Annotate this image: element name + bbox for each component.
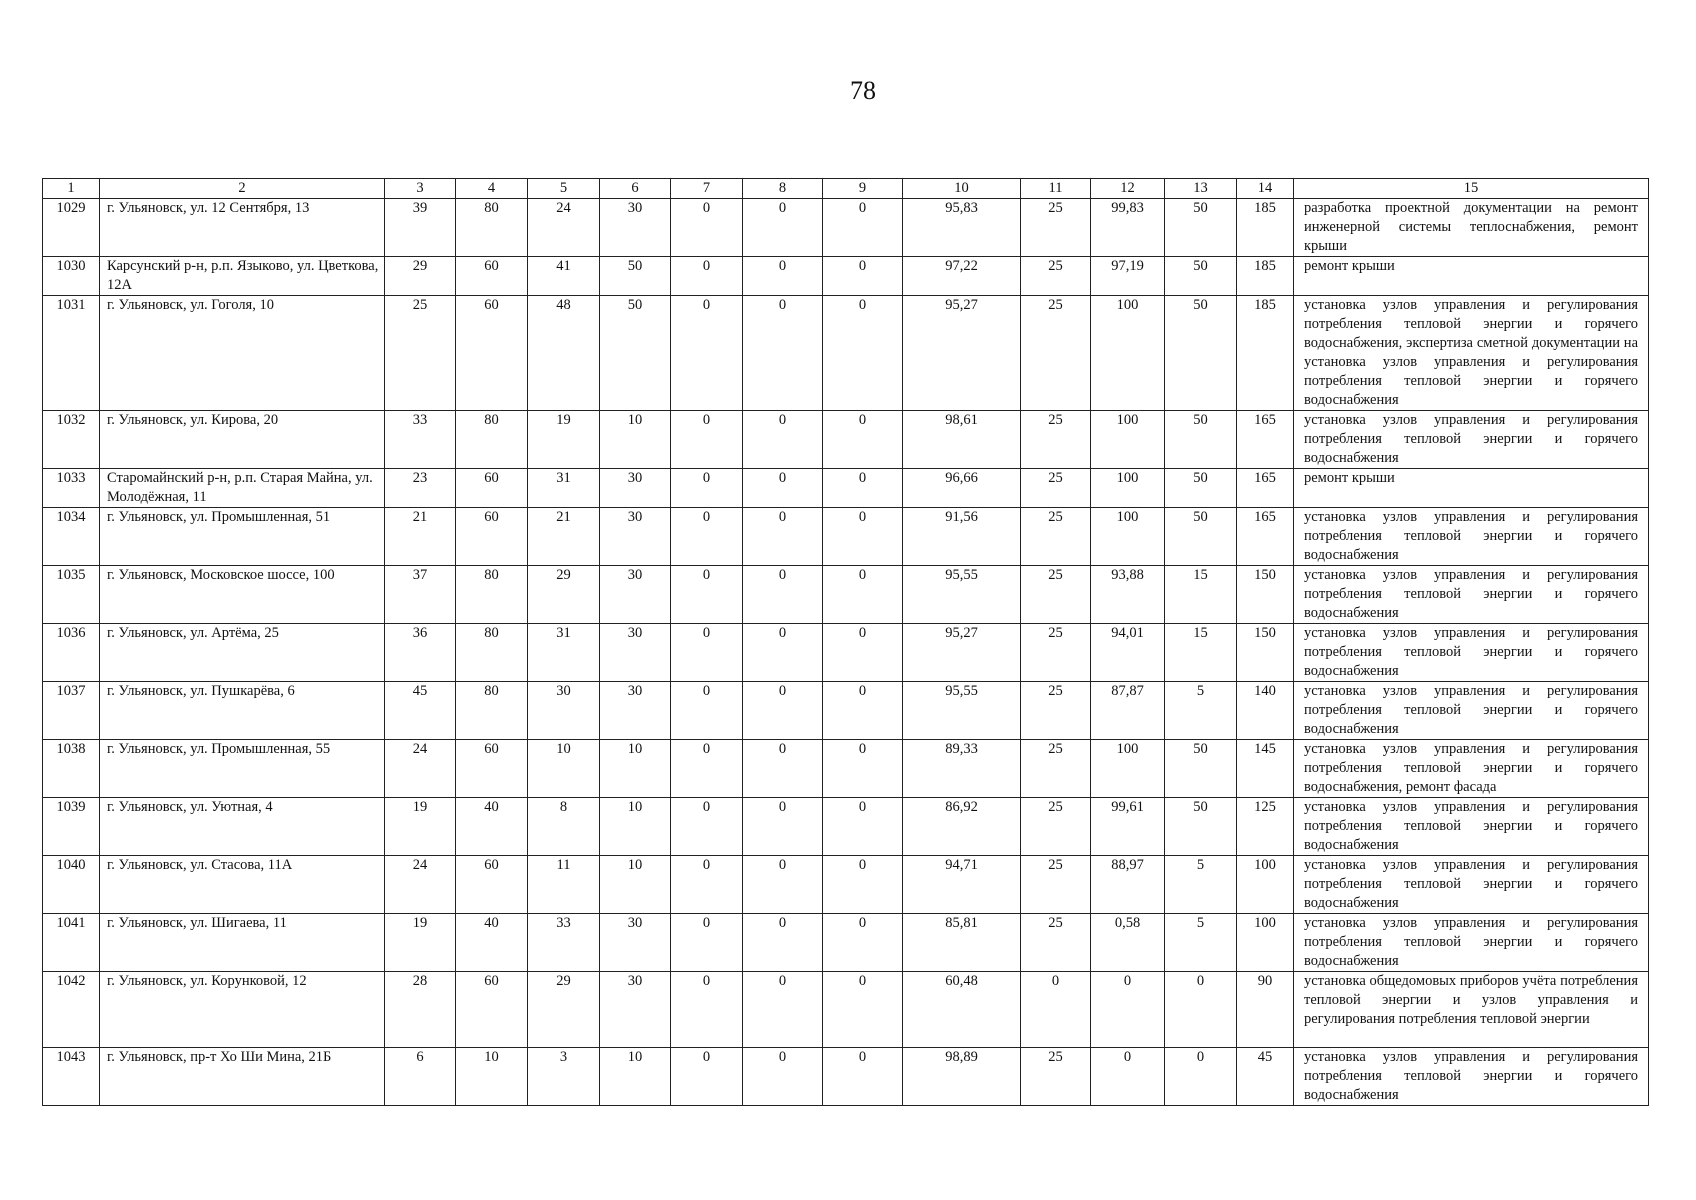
cell-value: 95,27	[903, 624, 1021, 682]
table-row	[43, 566, 1649, 624]
cell-value: 60	[456, 469, 528, 508]
cell-value: 50	[1165, 798, 1237, 856]
cell-value: 60	[456, 972, 528, 1048]
cell-value: 100	[1091, 740, 1165, 798]
column-header-7: 7	[671, 179, 743, 199]
cell-value: 94,71	[903, 856, 1021, 914]
column-header-11: 11	[1021, 179, 1091, 199]
cell-value: 0	[823, 1048, 903, 1106]
cell-value: 21	[528, 508, 600, 566]
cell-value: 15	[1165, 624, 1237, 682]
cell-value: 50	[600, 296, 671, 411]
cell-value: 3	[528, 1048, 600, 1106]
cell-value: 185	[1237, 296, 1294, 411]
table-row	[43, 914, 1649, 972]
table-row	[43, 508, 1649, 566]
address-cell: г. Ульяновск, ул. Кирова, 20	[100, 411, 385, 469]
work-description-cell: установка узлов управления и регулирования потребления тепловой энергии и горячего водоснабжения	[1294, 566, 1649, 624]
cell-value: 0	[743, 508, 823, 566]
address-cell: г. Ульяновск, ул. 12 Сентября, 13	[100, 199, 385, 257]
cell-value: 80	[456, 566, 528, 624]
cell-value: 165	[1237, 411, 1294, 469]
cell-value: 50	[1165, 740, 1237, 798]
cell-value: 50	[1165, 257, 1237, 296]
row-number: 1036	[43, 624, 100, 682]
cell-value: 0	[1091, 972, 1165, 1048]
address-cell: г. Ульяновск, ул. Шигаева, 11	[100, 914, 385, 972]
cell-value: 0	[743, 798, 823, 856]
cell-value: 25	[1021, 469, 1091, 508]
cell-value: 24	[528, 199, 600, 257]
column-header-1: 1	[43, 179, 100, 199]
table-row	[43, 972, 1649, 1048]
cell-value: 41	[528, 257, 600, 296]
work-description-cell: установка узлов управления и регулирования потребления тепловой энергии и горячего водоснабжения	[1294, 798, 1649, 856]
cell-value: 30	[600, 682, 671, 740]
cell-value: 8	[528, 798, 600, 856]
row-number: 1038	[43, 740, 100, 798]
row-number: 1040	[43, 856, 100, 914]
cell-value: 10	[600, 1048, 671, 1106]
cell-value: 80	[456, 624, 528, 682]
work-description-cell: установка узлов управления и регулирования потребления тепловой энергии и горячего водоснабжения	[1294, 856, 1649, 914]
column-header-2: 2	[100, 179, 385, 199]
cell-value: 100	[1091, 508, 1165, 566]
row-number: 1041	[43, 914, 100, 972]
cell-value: 0	[743, 624, 823, 682]
cell-value: 95,55	[903, 682, 1021, 740]
cell-value: 60	[456, 296, 528, 411]
address-cell: Старомайнский р-н, р.п. Старая Майна, ул. Молодёжная, 11	[100, 469, 385, 508]
cell-value: 45	[1237, 1048, 1294, 1106]
row-number: 1042	[43, 972, 100, 1048]
cell-value: 80	[456, 411, 528, 469]
cell-value: 50	[1165, 508, 1237, 566]
cell-value: 10	[600, 856, 671, 914]
cell-value: 0	[671, 972, 743, 1048]
cell-value: 0	[1021, 972, 1091, 1048]
cell-value: 19	[385, 914, 456, 972]
cell-value: 165	[1237, 469, 1294, 508]
cell-value: 0	[743, 566, 823, 624]
cell-value: 24	[385, 856, 456, 914]
cell-value: 50	[1165, 199, 1237, 257]
cell-value: 0	[743, 257, 823, 296]
cell-value: 25	[1021, 740, 1091, 798]
cell-value: 0	[671, 469, 743, 508]
table-row	[43, 411, 1649, 469]
cell-value: 11	[528, 856, 600, 914]
data-table	[42, 178, 1649, 1106]
cell-value: 0	[823, 411, 903, 469]
page-number: 78	[850, 76, 876, 105]
cell-value: 0	[743, 740, 823, 798]
cell-value: 80	[456, 199, 528, 257]
cell-value: 0	[1091, 1048, 1165, 1106]
cell-value: 185	[1237, 199, 1294, 257]
work-description-cell: ремонт крыши	[1294, 257, 1649, 296]
address-cell: г. Ульяновск, ул. Уютная, 4	[100, 798, 385, 856]
cell-value: 25	[1021, 296, 1091, 411]
row-number: 1033	[43, 469, 100, 508]
work-description-cell: установка узлов управления и регулирования потребления тепловой энергии и горячего водоснабжения	[1294, 1048, 1649, 1106]
cell-value: 10	[600, 740, 671, 798]
cell-value: 0	[743, 1048, 823, 1106]
cell-value: 23	[385, 469, 456, 508]
table-row	[43, 682, 1649, 740]
cell-value: 0	[671, 682, 743, 740]
address-cell: г. Ульяновск, пр-т Хо Ши Мина, 21Б	[100, 1048, 385, 1106]
cell-value: 100	[1237, 914, 1294, 972]
cell-value: 100	[1091, 469, 1165, 508]
cell-value: 31	[528, 469, 600, 508]
cell-value: 60,48	[903, 972, 1021, 1048]
cell-value: 25	[1021, 411, 1091, 469]
cell-value: 60	[456, 740, 528, 798]
cell-value: 30	[528, 682, 600, 740]
column-header-12: 12	[1091, 179, 1165, 199]
cell-value: 25	[1021, 682, 1091, 740]
cell-value: 85,81	[903, 914, 1021, 972]
cell-value: 30	[600, 566, 671, 624]
column-header-15: 15	[1294, 179, 1649, 199]
cell-value: 0	[823, 624, 903, 682]
cell-value: 10	[600, 411, 671, 469]
cell-value: 50	[1165, 296, 1237, 411]
row-number: 1034	[43, 508, 100, 566]
cell-value: 36	[385, 624, 456, 682]
cell-value: 95,27	[903, 296, 1021, 411]
cell-value: 0	[671, 1048, 743, 1106]
cell-value: 0	[823, 257, 903, 296]
cell-value: 0	[823, 508, 903, 566]
cell-value: 33	[528, 914, 600, 972]
cell-value: 140	[1237, 682, 1294, 740]
header-row	[43, 179, 1649, 199]
cell-value: 0	[671, 624, 743, 682]
cell-value: 0	[823, 914, 903, 972]
table-body	[43, 199, 1649, 1106]
cell-value: 30	[600, 199, 671, 257]
cell-value: 91,56	[903, 508, 1021, 566]
address-cell: г. Ульяновск, ул. Корунковой, 12	[100, 972, 385, 1048]
address-cell: г. Ульяновск, ул. Промышленная, 55	[100, 740, 385, 798]
cell-value: 60	[456, 856, 528, 914]
cell-value: 5	[1165, 682, 1237, 740]
cell-value: 25	[1021, 914, 1091, 972]
table-row	[43, 856, 1649, 914]
row-number: 1039	[43, 798, 100, 856]
cell-value: 30	[600, 914, 671, 972]
cell-value: 29	[528, 566, 600, 624]
cell-value: 39	[385, 199, 456, 257]
cell-value: 29	[385, 257, 456, 296]
cell-value: 0	[743, 972, 823, 1048]
column-header-9: 9	[823, 179, 903, 199]
cell-value: 90	[1237, 972, 1294, 1048]
column-header-5: 5	[528, 179, 600, 199]
table-row	[43, 798, 1649, 856]
cell-value: 165	[1237, 508, 1294, 566]
cell-value: 0	[743, 682, 823, 740]
cell-value: 0	[671, 411, 743, 469]
address-cell: г. Ульяновск, ул. Артёма, 25	[100, 624, 385, 682]
column-header-4: 4	[456, 179, 528, 199]
work-description-cell: установка узлов управления и регулирования потребления тепловой энергии и горячего водоснабжения	[1294, 508, 1649, 566]
cell-value: 0	[671, 914, 743, 972]
cell-value: 99,83	[1091, 199, 1165, 257]
table-row	[43, 296, 1649, 411]
row-number: 1030	[43, 257, 100, 296]
cell-value: 0	[743, 856, 823, 914]
cell-value: 45	[385, 682, 456, 740]
cell-value: 0	[671, 508, 743, 566]
cell-value: 150	[1237, 624, 1294, 682]
cell-value: 10	[456, 1048, 528, 1106]
cell-value: 60	[456, 508, 528, 566]
cell-value: 96,66	[903, 469, 1021, 508]
cell-value: 0	[1165, 1048, 1237, 1106]
address-cell: г. Ульяновск, ул. Стасова, 11А	[100, 856, 385, 914]
cell-value: 25	[1021, 508, 1091, 566]
cell-value: 25	[1021, 566, 1091, 624]
cell-value: 97,19	[1091, 257, 1165, 296]
cell-value: 25	[1021, 257, 1091, 296]
cell-value: 40	[456, 798, 528, 856]
row-number: 1037	[43, 682, 100, 740]
cell-value: 0	[671, 566, 743, 624]
cell-value: 0	[823, 972, 903, 1048]
table-row	[43, 740, 1649, 798]
cell-value: 100	[1091, 411, 1165, 469]
column-header-13: 13	[1165, 179, 1237, 199]
cell-value: 19	[528, 411, 600, 469]
cell-value: 0	[823, 798, 903, 856]
column-header-3: 3	[385, 179, 456, 199]
cell-value: 0	[671, 296, 743, 411]
cell-value: 0	[1165, 972, 1237, 1048]
cell-value: 150	[1237, 566, 1294, 624]
cell-value: 125	[1237, 798, 1294, 856]
cell-value: 0	[671, 740, 743, 798]
cell-value: 6	[385, 1048, 456, 1106]
cell-value: 30	[600, 469, 671, 508]
work-description-cell: установка общедомовых приборов учёта потребления тепловой энергии и узлов управления и регулирования потребления тепловой энергии	[1294, 972, 1649, 1048]
cell-value: 25	[385, 296, 456, 411]
cell-value: 31	[528, 624, 600, 682]
cell-value: 0	[823, 199, 903, 257]
column-header-14: 14	[1237, 179, 1294, 199]
address-cell: Карсунский р-н, р.п. Языково, ул. Цветкова, 12А	[100, 257, 385, 296]
cell-value: 60	[456, 257, 528, 296]
cell-value: 0	[823, 856, 903, 914]
row-number: 1029	[43, 199, 100, 257]
address-cell: г. Ульяновск, Московское шоссе, 100	[100, 566, 385, 624]
table-row	[43, 624, 1649, 682]
cell-value: 100	[1091, 296, 1165, 411]
cell-value: 89,33	[903, 740, 1021, 798]
cell-value: 0	[671, 257, 743, 296]
cell-value: 30	[600, 624, 671, 682]
cell-value: 24	[385, 740, 456, 798]
cell-value: 50	[1165, 469, 1237, 508]
row-number: 1031	[43, 296, 100, 411]
column-header-8: 8	[743, 179, 823, 199]
work-description-cell: установка узлов управления и регулирования потребления тепловой энергии и горячего водоснабжения	[1294, 914, 1649, 972]
cell-value: 10	[600, 798, 671, 856]
cell-value: 21	[385, 508, 456, 566]
cell-value: 37	[385, 566, 456, 624]
work-description-cell: установка узлов управления и регулирования потребления тепловой энергии и горячего водоснабжения	[1294, 411, 1649, 469]
cell-value: 0	[823, 469, 903, 508]
cell-value: 145	[1237, 740, 1294, 798]
cell-value: 0	[823, 296, 903, 411]
cell-value: 0	[671, 199, 743, 257]
cell-value: 98,89	[903, 1048, 1021, 1106]
cell-value: 86,92	[903, 798, 1021, 856]
cell-value: 94,01	[1091, 624, 1165, 682]
column-header-10: 10	[903, 179, 1021, 199]
cell-value: 0	[743, 411, 823, 469]
cell-value: 0,58	[1091, 914, 1165, 972]
cell-value: 48	[528, 296, 600, 411]
address-cell: г. Ульяновск, ул. Промышленная, 51	[100, 508, 385, 566]
cell-value: 50	[600, 257, 671, 296]
work-description-cell: разработка проектной документации на ремонт инженерной системы теплоснабжения, ремонт крыши	[1294, 199, 1649, 257]
cell-value: 0	[743, 199, 823, 257]
table-row	[43, 199, 1649, 257]
table-row	[43, 1048, 1649, 1106]
cell-value: 100	[1237, 856, 1294, 914]
cell-value: 40	[456, 914, 528, 972]
cell-value: 5	[1165, 856, 1237, 914]
cell-value: 29	[528, 972, 600, 1048]
cell-value: 95,55	[903, 566, 1021, 624]
cell-value: 0	[671, 856, 743, 914]
work-description-cell: установка узлов управления и регулирования потребления тепловой энергии и горячего водоснабжения, экспертиза сметной документации на установка узлов управления и регулирования потребления тепловой энергии и горячего водоснабжения	[1294, 296, 1649, 411]
cell-value: 0	[743, 469, 823, 508]
cell-value: 80	[456, 682, 528, 740]
cell-value: 93,88	[1091, 566, 1165, 624]
cell-value: 98,61	[903, 411, 1021, 469]
cell-value: 30	[600, 972, 671, 1048]
column-header-6: 6	[600, 179, 671, 199]
address-cell: г. Ульяновск, ул. Пушкарёва, 6	[100, 682, 385, 740]
cell-value: 25	[1021, 1048, 1091, 1106]
cell-value: 33	[385, 411, 456, 469]
work-description-cell: установка узлов управления и регулирования потребления тепловой энергии и горячего водоснабжения	[1294, 624, 1649, 682]
row-number: 1032	[43, 411, 100, 469]
cell-value: 0	[671, 798, 743, 856]
cell-value: 0	[823, 682, 903, 740]
cell-value: 10	[528, 740, 600, 798]
cell-value: 19	[385, 798, 456, 856]
cell-value: 25	[1021, 624, 1091, 682]
cell-value: 25	[1021, 856, 1091, 914]
cell-value: 15	[1165, 566, 1237, 624]
cell-value: 97,22	[903, 257, 1021, 296]
cell-value: 5	[1165, 914, 1237, 972]
cell-value: 25	[1021, 199, 1091, 257]
table-row	[43, 469, 1649, 508]
address-cell: г. Ульяновск, ул. Гоголя, 10	[100, 296, 385, 411]
cell-value: 185	[1237, 257, 1294, 296]
work-description-cell: ремонт крыши	[1294, 469, 1649, 508]
work-description-cell: установка узлов управления и регулирования потребления тепловой энергии и горячего водоснабжения, ремонт фасада	[1294, 740, 1649, 798]
row-number: 1043	[43, 1048, 100, 1106]
cell-value: 0	[743, 914, 823, 972]
cell-value: 50	[1165, 411, 1237, 469]
cell-value: 0	[743, 296, 823, 411]
row-number: 1035	[43, 566, 100, 624]
cell-value: 87,87	[1091, 682, 1165, 740]
cell-value: 88,97	[1091, 856, 1165, 914]
cell-value: 28	[385, 972, 456, 1048]
cell-value: 30	[600, 508, 671, 566]
work-description-cell: установка узлов управления и регулирования потребления тепловой энергии и горячего водоснабжения	[1294, 682, 1649, 740]
cell-value: 99,61	[1091, 798, 1165, 856]
cell-value: 25	[1021, 798, 1091, 856]
cell-value: 0	[823, 566, 903, 624]
table-row	[43, 257, 1649, 296]
cell-value: 0	[823, 740, 903, 798]
cell-value: 95,83	[903, 199, 1021, 257]
